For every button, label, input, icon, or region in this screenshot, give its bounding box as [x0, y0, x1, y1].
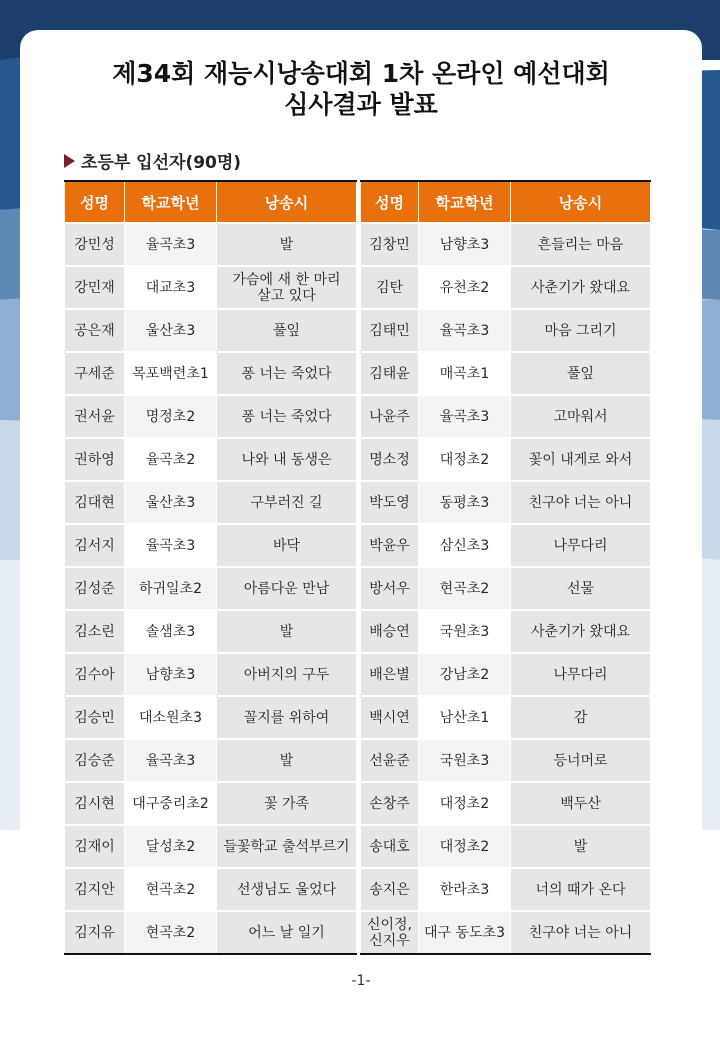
cell-name: 권하영 — [65, 438, 125, 481]
cell-name: 김승준 — [65, 739, 125, 782]
cell-name: 공은재 — [65, 309, 125, 352]
cell-name: 김성준 — [65, 567, 125, 610]
cell-name: 송대호 — [361, 825, 419, 868]
cell-poem: 친구야 너는 아니 — [511, 481, 651, 524]
cell-name: 구세준 — [65, 352, 125, 395]
table-header-row — [65, 181, 357, 223]
cell-poem: 꽃 가족 — [217, 782, 357, 825]
table-row — [65, 266, 357, 309]
cell-poem: 감 — [511, 696, 651, 739]
cell-school: 율곡초3 — [419, 395, 511, 438]
cell-name: 김승민 — [65, 696, 125, 739]
page-title — [20, 58, 702, 120]
cell-poem: 풀잎 — [511, 352, 651, 395]
cell-name: 손창주 — [361, 782, 419, 825]
table-row — [361, 309, 651, 352]
cell-poem: 흔들리는 마음 — [511, 223, 651, 266]
cell-name: 방서우 — [361, 567, 419, 610]
cell-name: 김지유 — [65, 911, 125, 954]
table-row — [361, 911, 651, 954]
cell-poem: 등너머로 — [511, 739, 651, 782]
right-table-body — [361, 223, 651, 954]
cell-school: 달성초2 — [125, 825, 217, 868]
cell-poem: 선물 — [511, 567, 651, 610]
cell-poem: 바닥 — [217, 524, 357, 567]
table-row — [361, 567, 651, 610]
cell-name: 김수아 — [65, 653, 125, 696]
cell-school: 율곡초2 — [125, 438, 217, 481]
cell-school: 매곡초1 — [419, 352, 511, 395]
triangle-marker-icon — [64, 154, 75, 168]
cell-school: 남향초3 — [419, 223, 511, 266]
cell-poem: 어느 날 일기 — [217, 911, 357, 954]
cell-school: 한라초3 — [419, 868, 511, 911]
table-row — [361, 266, 651, 309]
title-line-1: 제34회 재능시낭송대회 1차 온라인 예선대회 — [112, 59, 610, 88]
table-row — [65, 696, 357, 739]
cell-school: 대정초2 — [419, 438, 511, 481]
cell-poem: 가슴에 새 한 마리 살고 있다 — [217, 266, 357, 309]
cell-poem: 나무다리 — [511, 653, 651, 696]
cell-name: 김탄 — [361, 266, 419, 309]
cell-poem: 발 — [511, 825, 651, 868]
cell-name: 박도영 — [361, 481, 419, 524]
cell-school: 대정초2 — [419, 782, 511, 825]
cell-name: 강민재 — [65, 266, 125, 309]
cell-school: 남산초1 — [419, 696, 511, 739]
table-row — [361, 696, 651, 739]
cell-school: 대정초2 — [419, 825, 511, 868]
cell-poem: 마음 그리기 — [511, 309, 651, 352]
table-row — [65, 352, 357, 395]
header-school: 학교학년 — [125, 181, 217, 223]
cell-name: 김태민 — [361, 309, 419, 352]
cell-name: 선윤준 — [361, 739, 419, 782]
cell-poem: 너의 때가 온다 — [511, 868, 651, 911]
table-row — [65, 395, 357, 438]
document-page — [20, 30, 702, 1030]
cell-poem: 사춘기가 왔대요 — [511, 266, 651, 309]
table-row — [65, 911, 357, 954]
cell-name: 나윤주 — [361, 395, 419, 438]
header-school: 학교학년 — [419, 181, 511, 223]
table-row — [361, 481, 651, 524]
cell-school: 율곡초3 — [125, 524, 217, 567]
table-row — [361, 524, 651, 567]
cell-name: 김창민 — [361, 223, 419, 266]
cell-name: 김재이 — [65, 825, 125, 868]
cell-school: 유천초2 — [419, 266, 511, 309]
cell-name: 배승연 — [361, 610, 419, 653]
cell-poem: 퐁 너는 죽었다 — [217, 395, 357, 438]
cell-school: 율곡초3 — [125, 223, 217, 266]
cell-name: 백시연 — [361, 696, 419, 739]
cell-name: 강민성 — [65, 223, 125, 266]
cell-poem: 사춘기가 왔대요 — [511, 610, 651, 653]
cell-poem: 꽃이 내게로 와서 — [511, 438, 651, 481]
cell-poem: 백두산 — [511, 782, 651, 825]
page-number: -1- — [351, 973, 371, 989]
cell-school: 율곡초3 — [419, 309, 511, 352]
table-row — [361, 438, 651, 481]
title-line-2: 심사결과 발표 — [284, 90, 438, 119]
cell-name: 김소린 — [65, 610, 125, 653]
cell-name: 송지은 — [361, 868, 419, 911]
cell-name: 김서지 — [65, 524, 125, 567]
cell-school: 울산초3 — [125, 309, 217, 352]
table-row — [361, 352, 651, 395]
cell-poem: 아름다운 만남 — [217, 567, 357, 610]
table-row — [361, 223, 651, 266]
cell-name: 김시현 — [65, 782, 125, 825]
cell-name: 권서윤 — [65, 395, 125, 438]
cell-school: 남향초3 — [125, 653, 217, 696]
left-table-body — [65, 223, 357, 954]
header-name: 성명 — [361, 181, 419, 223]
table-row — [65, 481, 357, 524]
header-poem: 낭송시 — [511, 181, 651, 223]
cell-poem: 구부러진 길 — [217, 481, 357, 524]
cell-school: 현곡초2 — [125, 868, 217, 911]
cell-school: 명정초2 — [125, 395, 217, 438]
cell-poem: 선생님도 울었다 — [217, 868, 357, 911]
section-heading — [64, 148, 241, 173]
section-title: 초등부 입선자(90명) — [81, 153, 242, 173]
table-row — [65, 739, 357, 782]
table-row — [65, 610, 357, 653]
cell-school: 대교초3 — [125, 266, 217, 309]
cell-school: 율곡초3 — [125, 739, 217, 782]
cell-name: 김태윤 — [361, 352, 419, 395]
cell-school: 대소원초3 — [125, 696, 217, 739]
header-name: 성명 — [65, 181, 125, 223]
cell-name: 신이정, 신지우 — [361, 911, 419, 954]
cell-school: 울산초3 — [125, 481, 217, 524]
table-row — [361, 395, 651, 438]
cell-school: 하귀일초2 — [125, 567, 217, 610]
cell-poem: 꼴지를 위하여 — [217, 696, 357, 739]
table-row — [361, 825, 651, 868]
table-row — [65, 782, 357, 825]
table-row — [65, 653, 357, 696]
cell-school: 국원초3 — [419, 610, 511, 653]
table-row — [361, 868, 651, 911]
cell-poem: 발 — [217, 739, 357, 782]
table-row — [361, 610, 651, 653]
cell-school: 국원초3 — [419, 739, 511, 782]
cell-poem: 나와 내 동생은 — [217, 438, 357, 481]
cell-name: 배은별 — [361, 653, 419, 696]
cell-poem: 친구야 너는 아니 — [511, 911, 651, 954]
cell-poem: 아버지의 구두 — [217, 653, 357, 696]
cell-poem: 풀잎 — [217, 309, 357, 352]
cell-school: 동평초3 — [419, 481, 511, 524]
table-row — [65, 524, 357, 567]
cell-poem: 발 — [217, 223, 357, 266]
cell-poem: 나무다리 — [511, 524, 651, 567]
cell-name: 박윤우 — [361, 524, 419, 567]
table-row — [65, 868, 357, 911]
cell-poem: 들꽃학교 출석부르기 — [217, 825, 357, 868]
cell-poem: 고마워서 — [511, 395, 651, 438]
table-row — [65, 825, 357, 868]
header-poem: 낭송시 — [217, 181, 357, 223]
table-row — [361, 739, 651, 782]
cell-name: 명소정 — [361, 438, 419, 481]
cell-name: 김지안 — [65, 868, 125, 911]
cell-school: 목포백련초1 — [125, 352, 217, 395]
cell-poem: 퐁 너는 죽었다 — [217, 352, 357, 395]
table-row — [65, 223, 357, 266]
cell-school: 현곡초2 — [125, 911, 217, 954]
cell-name: 김대현 — [65, 481, 125, 524]
table-row — [361, 782, 651, 825]
cell-school: 솔샘초3 — [125, 610, 217, 653]
table-row — [361, 653, 651, 696]
cell-school: 삼신초3 — [419, 524, 511, 567]
results-table-right — [360, 180, 651, 955]
cell-school: 대구 동도초3 — [419, 911, 511, 954]
results-table-left — [64, 180, 357, 955]
cell-school: 강남초2 — [419, 653, 511, 696]
table-row — [65, 567, 357, 610]
table-header-row — [361, 181, 651, 223]
cell-school: 대구중리초2 — [125, 782, 217, 825]
cell-poem: 발 — [217, 610, 357, 653]
table-row — [65, 438, 357, 481]
cell-school: 현곡초2 — [419, 567, 511, 610]
table-row — [65, 309, 357, 352]
